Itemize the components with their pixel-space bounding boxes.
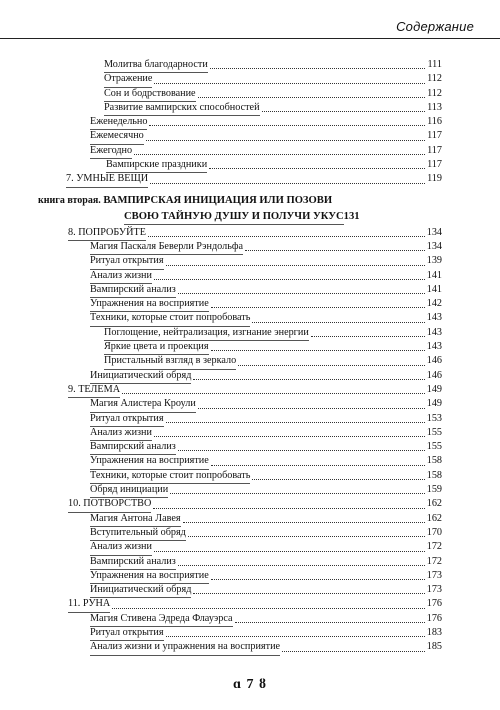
toc-entry-title: Техники, которые стоит попробовать: [90, 311, 250, 326]
toc-entry-page: 172: [426, 555, 442, 567]
toc-entry-title: Еженедельно: [90, 115, 147, 130]
toc-entry: [0, 612, 500, 626]
leader-dots: [166, 264, 425, 266]
toc-entry: [0, 115, 500, 129]
toc-entry-page: 117: [427, 159, 442, 171]
toc-entry: [0, 311, 500, 325]
toc-entry: [0, 555, 500, 569]
toc-entry: [0, 383, 500, 397]
toc-entry-title: 8. ПОПРОБУЙТЕ: [68, 226, 146, 241]
book-heading-line1: [38, 193, 500, 209]
leader-dots: [178, 564, 425, 566]
leader-dots: [235, 621, 425, 623]
toc-entry-page: 162: [426, 498, 442, 510]
toc-entry-title: Инициатический обряд: [90, 583, 191, 598]
leader-dots: [148, 235, 425, 237]
toc-entry: [0, 87, 500, 101]
toc-entry-title: Анализ жизни: [90, 426, 152, 441]
toc-entry-page: 176: [426, 612, 442, 624]
toc-entry-title: Магия Антона Лавея: [90, 512, 181, 527]
toc-entry: [0, 526, 500, 540]
leader-dots: [198, 407, 425, 409]
toc-entry-page: 153: [426, 412, 442, 424]
toc-entry-title: Ритуал открытия: [90, 412, 164, 427]
toc-entry: [0, 340, 500, 354]
leader-dots: [238, 364, 425, 366]
toc-entry-page: 176: [426, 598, 442, 610]
leader-dots: [166, 635, 425, 637]
leader-dots: [211, 306, 425, 308]
toc-entry-title: Развитие вампирских способностей: [104, 101, 260, 116]
book-heading: [0, 193, 500, 224]
leader-dots: [198, 96, 426, 98]
book-title-line1: ВАМПИРСКАЯ ИНИЦИАЦИЯ ИЛИ ПОЗОВИ: [103, 194, 333, 206]
toc-entry-page: 117: [427, 144, 442, 156]
book-title-line2: СВОЮ ТАЙНУЮ ДУШУ И ПОЛУЧИ УКУС: [124, 209, 344, 225]
toc-entry-title: Вампирские праздники: [106, 158, 207, 173]
toc-entry: [0, 626, 500, 640]
toc-entry-title: Ритуал открытия: [90, 626, 164, 641]
toc-entry-title: Упражнения на восприятие: [90, 569, 209, 584]
toc-entry-page: 162: [426, 512, 442, 524]
toc-entry-page: 149: [426, 398, 442, 410]
leader-dots: [252, 478, 424, 480]
toc-entry-title: 10. ПОТВОРСТВО: [68, 497, 151, 512]
toc-entry: [0, 58, 500, 72]
toc-entry-page: 172: [426, 541, 442, 553]
toc-entry: [0, 326, 500, 340]
toc-entry-title: Молитва благодарности: [104, 58, 208, 73]
toc-entry: [0, 172, 500, 186]
leader-dots: [193, 378, 424, 380]
leader-dots: [211, 464, 425, 466]
toc-entry-page: 146: [426, 355, 442, 367]
leader-dots: [311, 335, 425, 337]
toc-entry-page: 139: [426, 255, 442, 267]
toc-entry-page: 158: [426, 455, 442, 467]
toc-entry-title: Обряд инициации: [90, 483, 168, 498]
toc-entry-page: 143: [426, 312, 442, 324]
toc-entry: [0, 144, 500, 158]
toc-entry: [0, 297, 500, 311]
toc-entry: [0, 72, 500, 86]
leader-dots: [178, 292, 425, 294]
toc-entry-title: Магия Стивена Эдреда Флауэрса: [90, 612, 233, 627]
right-ornament-icon: ȣ: [259, 677, 268, 692]
leader-dots: [150, 182, 425, 184]
toc-entry: [0, 101, 500, 115]
book-heading-line2: [0, 209, 500, 224]
toc-entry: [0, 497, 500, 511]
leader-dots: [122, 392, 425, 394]
leader-dots: [210, 67, 426, 69]
leader-dots: [245, 249, 425, 251]
toc-entry-page: 183: [426, 626, 442, 638]
toc-entry: [0, 483, 500, 497]
toc-entry-title: Вступительный обряд: [90, 526, 186, 541]
toc-entry-title: Ежегодно: [90, 144, 132, 159]
toc-entry: [0, 512, 500, 526]
toc-section-after: [0, 226, 500, 655]
toc-entry: [0, 397, 500, 411]
toc-entry: [0, 354, 500, 368]
toc-entry-title: Анализ жизни: [90, 269, 152, 284]
toc-entry-page: 141: [426, 269, 442, 281]
toc-entry-title: Техники, которые стоит попробовать: [90, 469, 250, 484]
toc-entry-page: 158: [426, 469, 442, 481]
toc-entry-page: 143: [426, 341, 442, 353]
toc-entry-page: 112: [427, 73, 442, 85]
toc-entry: [0, 569, 500, 583]
leader-dots: [149, 124, 425, 126]
toc-entry: [0, 269, 500, 283]
toc-entry-page: 149: [426, 383, 442, 395]
leader-dots: [193, 592, 424, 594]
toc-entry: [0, 454, 500, 468]
leader-dots: [166, 421, 425, 423]
toc-entry: [0, 412, 500, 426]
toc-entry-page: 141: [426, 283, 442, 295]
toc-entry: [0, 440, 500, 454]
leader-dots: [211, 578, 425, 580]
leader-dots: [170, 492, 425, 494]
leader-dots: [153, 507, 424, 509]
toc-entry-title: Анализ жизни: [90, 540, 152, 555]
toc-entry-title: Ежемесячно: [90, 129, 144, 144]
left-ornament-icon: ɑ: [232, 677, 242, 692]
toc-entry-title: Сон и бодрствование: [104, 87, 196, 102]
toc-entry-page: 119: [427, 173, 442, 185]
toc-entry-page: 170: [426, 526, 442, 538]
toc-entry-title: Магия Паскаля Беверли Рэндольфа: [90, 240, 243, 255]
toc-entry: [0, 226, 500, 240]
table-of-contents: [0, 58, 500, 655]
toc-entry: [0, 640, 500, 654]
toc-entry-title: Анализ жизни и упражнения на восприятие: [90, 640, 280, 655]
toc-section-before: [0, 58, 500, 187]
toc-entry: [0, 583, 500, 597]
toc-entry-title: Вампирский анализ: [90, 555, 176, 570]
running-header-title: Содержание: [396, 19, 474, 34]
toc-entry-page: 173: [426, 584, 442, 596]
toc-entry-page: 146: [426, 369, 442, 381]
running-header: [0, 14, 500, 39]
toc-entry: [0, 597, 500, 611]
book-label: книга вторая.: [38, 194, 101, 206]
leader-dots: [134, 153, 425, 155]
leader-dots: [178, 449, 425, 451]
toc-entry-page: 113: [427, 101, 442, 113]
leader-dots: [211, 349, 425, 351]
toc-entry-page: 173: [426, 569, 442, 581]
toc-entry: [0, 369, 500, 383]
toc-entry-title: Ритуал открытия: [90, 254, 164, 269]
leader-dots: [154, 82, 425, 84]
leader-dots: [188, 535, 425, 537]
toc-entry: [0, 426, 500, 440]
page-number: 7: [246, 677, 255, 692]
toc-entry-title: Магия Алистера Кроули: [90, 397, 196, 412]
toc-entry-page: 134: [426, 226, 442, 238]
toc-entry: [0, 129, 500, 143]
leader-dots: [183, 521, 425, 523]
toc-entry-title: 9. ТЕЛЕМА: [68, 383, 120, 398]
toc-entry: [0, 283, 500, 297]
toc-entry-title: Инициатический обряд: [90, 369, 191, 384]
toc-entry: [0, 240, 500, 254]
page-footer: [0, 677, 500, 693]
toc-entry: [0, 540, 500, 554]
toc-entry-page: 142: [426, 298, 442, 310]
toc-entry-title: 7. УМНЫЕ ВЕЩИ: [66, 172, 148, 187]
toc-entry: [0, 254, 500, 268]
leader-dots: [282, 650, 425, 652]
toc-entry-title: Вампирский анализ: [90, 283, 176, 298]
toc-entry-title: Пристальный взгляд в зеркало: [104, 354, 236, 369]
leader-dots: [262, 110, 426, 112]
leader-dots: [154, 550, 425, 552]
leader-dots: [209, 167, 425, 169]
toc-entry-page: 112: [427, 87, 442, 99]
toc-entry-page: 116: [427, 116, 442, 128]
toc-entry-page: 134: [426, 240, 442, 252]
book-page: 131: [343, 210, 360, 222]
toc-entry-title: Яркие цвета и проекция: [104, 340, 209, 355]
toc-entry-title: 11. РУНА: [68, 597, 110, 612]
toc-entry-page: 185: [426, 641, 442, 653]
toc-entry-page: 155: [426, 441, 442, 453]
toc-entry: [0, 158, 500, 172]
toc-entry-title: Упражнения на восприятие: [90, 454, 209, 469]
leader-dots: [146, 139, 425, 141]
toc-entry-page: 159: [426, 484, 442, 496]
toc-entry-title: Упражнения на восприятие: [90, 297, 209, 312]
toc-entry-page: 155: [426, 426, 442, 438]
leader-dots: [154, 278, 425, 280]
leader-dots: [154, 435, 425, 437]
toc-entry-page: 111: [427, 59, 442, 70]
toc-entry-page: 143: [426, 326, 442, 338]
leader-dots: [112, 607, 424, 609]
toc-entry: [0, 469, 500, 483]
toc-entry-title: Отражение: [104, 72, 152, 87]
leader-dots: [252, 321, 424, 323]
toc-entry-title: Вампирский анализ: [90, 440, 176, 455]
toc-entry-title: Поглощение, нейтрализация, изгнание энергии: [104, 326, 309, 341]
toc-entry-page: 117: [427, 130, 442, 142]
